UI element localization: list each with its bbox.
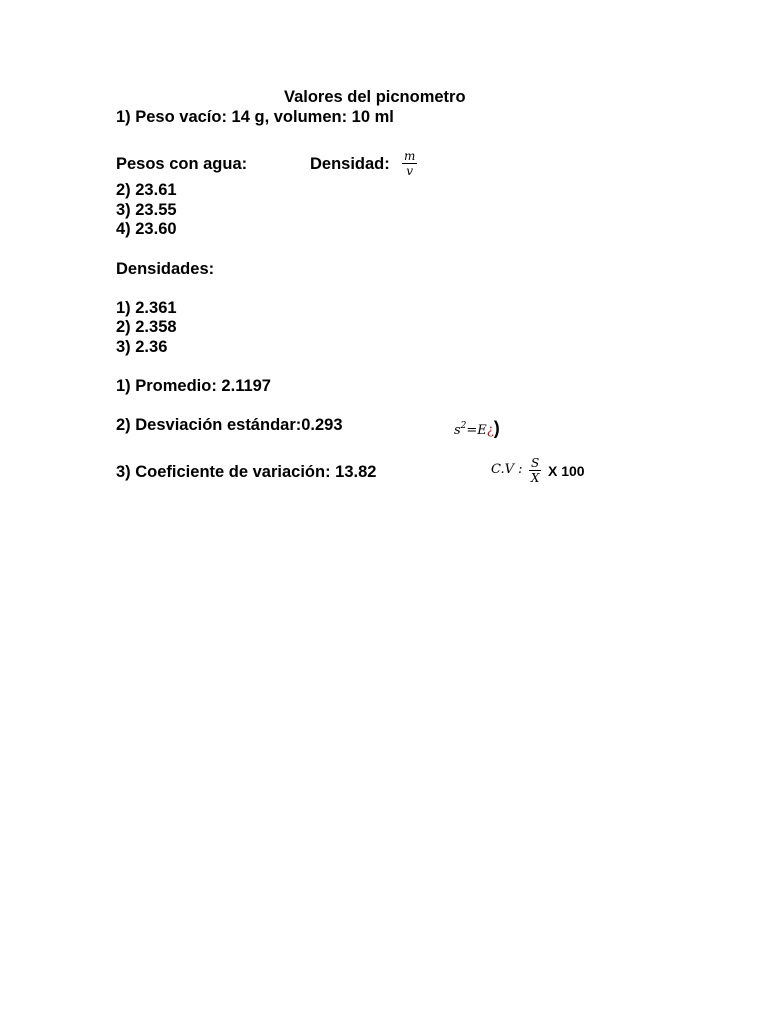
desviacion-formula-exp: 2 <box>460 421 467 431</box>
document-title: Valores del picnometro <box>284 88 466 106</box>
peso-vacio-line: 1) Peso vacío: 14 g, volumen: 10 ml <box>116 108 394 126</box>
cv-fraction <box>529 457 541 484</box>
densidad-label: Densidad: <box>310 155 390 173</box>
promedio-line: 1) Promedio: 2.1197 <box>116 377 271 395</box>
densidad-numerator: m <box>404 149 416 163</box>
desviacion-formula-lhs: s <box>454 423 461 438</box>
cv-numerator: S <box>531 456 540 470</box>
cv-denominator: X <box>530 471 540 485</box>
cv-formula-lhs: C.V : <box>491 462 523 477</box>
densidad-item-2: 2) 2.358 <box>116 318 177 336</box>
cv-formula-suffix: X 100 <box>548 463 585 479</box>
invalid-glyph: ¿ <box>486 423 494 438</box>
densidades-label: Densidades: <box>116 260 215 278</box>
pesos-con-agua-label: Pesos con agua: <box>116 155 248 173</box>
coeficiente-line: 3) Coeficiente de variación: 13.82 <box>116 463 377 481</box>
densidad-fraction <box>402 150 417 177</box>
peso-item-3: 4) 23.60 <box>116 220 177 238</box>
densidad-denominator: v <box>406 164 414 178</box>
desviacion-formula-close: ) <box>493 418 500 438</box>
desviacion-formula-eq: =E <box>466 423 487 438</box>
densidad-item-1: 1) 2.361 <box>116 299 177 317</box>
densidad-item-3: 3) 2.36 <box>116 338 168 356</box>
desviacion-line: 2) Desviación estándar:0.293 <box>116 416 343 434</box>
desviacion-formula <box>454 415 500 442</box>
peso-item-2: 3) 23.55 <box>116 201 177 219</box>
peso-item-1: 2) 23.61 <box>116 181 177 199</box>
